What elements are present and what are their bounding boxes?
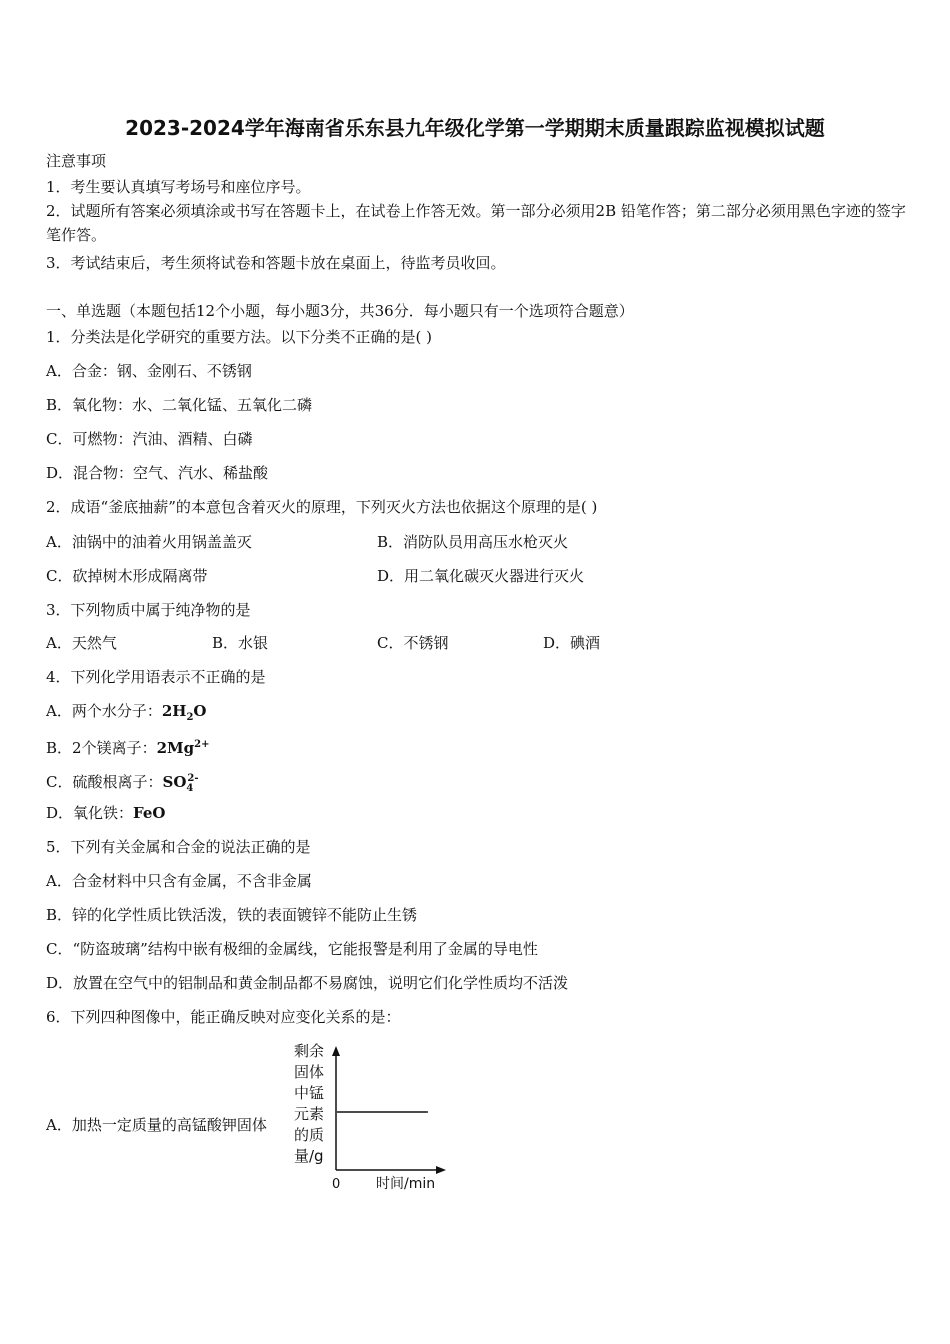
q4-option-d bbox=[46, 803, 165, 823]
formula-part: SO bbox=[162, 773, 187, 791]
q4-option-d-label: D．氧化铁： bbox=[46, 804, 134, 822]
q1-option-b: B．氧化物：水、二氧化锰、五氧化二磷 bbox=[46, 396, 313, 414]
notice-heading: 注意事项 bbox=[46, 152, 107, 170]
formula-subscript: 2 bbox=[186, 712, 194, 723]
notice-item-2: 2．试题所有答案必须填涂或书写在答题卡上，在试卷上作答无效。第一部分必须用2B 铅笔作答；第二部分必须用黑色字迹的签字笔作答。 bbox=[46, 202, 906, 244]
formula-part: 2Mg bbox=[156, 739, 195, 757]
x-axis-label: 时间/min bbox=[376, 1176, 436, 1192]
q6-graph bbox=[292, 1040, 452, 1200]
y-axis-label-line: 固体 bbox=[294, 1063, 325, 1081]
formula-superscript: 2+ bbox=[194, 739, 210, 750]
notice-item-1: 1．考生要认真填写考场号和座位序号。 bbox=[46, 178, 311, 196]
q2-option-d: D．用二氧化碳灭火器进行灭火 bbox=[377, 567, 585, 585]
q5-option-b: B．锌的化学性质比铁活泼，铁的表面镀锌不能防止生锈 bbox=[46, 906, 418, 924]
q4-option-a bbox=[46, 701, 207, 728]
section-heading: 一、单选题（本题包括12个小题，每小题3分，共36分．每小题只有一个选项符合题意） bbox=[46, 302, 634, 320]
q1-option-d: D．混合物：空气、汽水、稀盐酸 bbox=[46, 464, 269, 482]
q3-option-a: A．天然气 bbox=[46, 634, 117, 652]
q2-option-c: C．砍掉树木形成隔离带 bbox=[46, 567, 208, 585]
q3-option-d: D．碘酒 bbox=[543, 634, 601, 652]
q4-option-b bbox=[46, 735, 209, 758]
q1-option-c: C．可燃物：汽油、酒精、白磷 bbox=[46, 430, 253, 448]
q2-option-b: B．消防队员用高压水枪灭火 bbox=[377, 533, 569, 551]
formula-part: O bbox=[193, 702, 207, 720]
page-title: 2023-2024学年海南省乐东县九年级化学第一学期期末质量跟踪监视模拟试题 bbox=[125, 116, 825, 140]
q5-option-c: C．“防盗玻璃”结构中嵌有极细的金属线，它能报警是利用了金属的导电性 bbox=[46, 940, 538, 958]
q3-stem: 3．下列物质中属于纯净物的是 bbox=[46, 601, 251, 619]
y-axis-label-line: 剩余 bbox=[294, 1042, 325, 1060]
formula-subscript: 4 bbox=[186, 783, 194, 794]
q2-stem: 2．成语“釜底抽薪”的本意包含着灭火的原理，下列灭火方法也依据这个原理的是( ) bbox=[46, 498, 598, 516]
q6-option-a: A．加热一定质量的高锰酸钾固体 bbox=[46, 1116, 267, 1134]
y-axis-arrow-icon bbox=[332, 1046, 340, 1056]
q4-option-b-label: B．2个镁离子： bbox=[46, 739, 157, 757]
y-axis-label bbox=[294, 1042, 324, 1165]
q3-option-c: C．不锈钢 bbox=[377, 634, 449, 652]
q4-stem: 4．下列化学用语表示不正确的是 bbox=[46, 668, 266, 686]
y-axis-label-line: 中锰 bbox=[294, 1084, 325, 1102]
q4-option-a-label: A．两个水分子： bbox=[46, 702, 162, 720]
y-axis-label-line: 元素 bbox=[294, 1105, 325, 1123]
q5-option-d: D．放置在空气中的铝制品和黄金制品都不易腐蚀，说明它们化学性质均不活泼 bbox=[46, 974, 569, 992]
q3-option-b: B．水银 bbox=[212, 634, 269, 652]
x-axis-arrow-icon bbox=[436, 1166, 446, 1174]
q4-option-c-label: C．硫酸根离子： bbox=[46, 773, 163, 791]
notice-item-3: 3．考试结束后，考生须将试卷和答题卡放在桌面上，待监考员收回。 bbox=[46, 254, 506, 272]
y-axis-label-line: 的质 bbox=[294, 1126, 325, 1144]
y-axis-label-line: 量/g bbox=[294, 1147, 324, 1165]
q5-option-a: A．合金材料中只含有金属，不含非金属 bbox=[46, 872, 312, 890]
q1-stem: 1．分类法是化学研究的重要方法。以下分类不正确的是( ) bbox=[46, 328, 433, 346]
formula-part: FeO bbox=[133, 804, 166, 822]
q1-option-a: A．合金：钢、金刚石、不锈钢 bbox=[46, 362, 252, 380]
origin-label: 0 bbox=[332, 1177, 341, 1192]
formula-part: 2H bbox=[161, 702, 187, 720]
q5-stem: 5．下列有关金属和合金的说法正确的是 bbox=[46, 838, 311, 856]
q4-option-c bbox=[46, 769, 198, 799]
q2-option-a: A．油锅中的油着火用锅盖盖灭 bbox=[46, 533, 252, 551]
q6-stem: 6．下列四种图像中，能正确反映对应变化关系的是： bbox=[46, 1008, 401, 1026]
formula-superscript: 2- bbox=[187, 773, 199, 784]
